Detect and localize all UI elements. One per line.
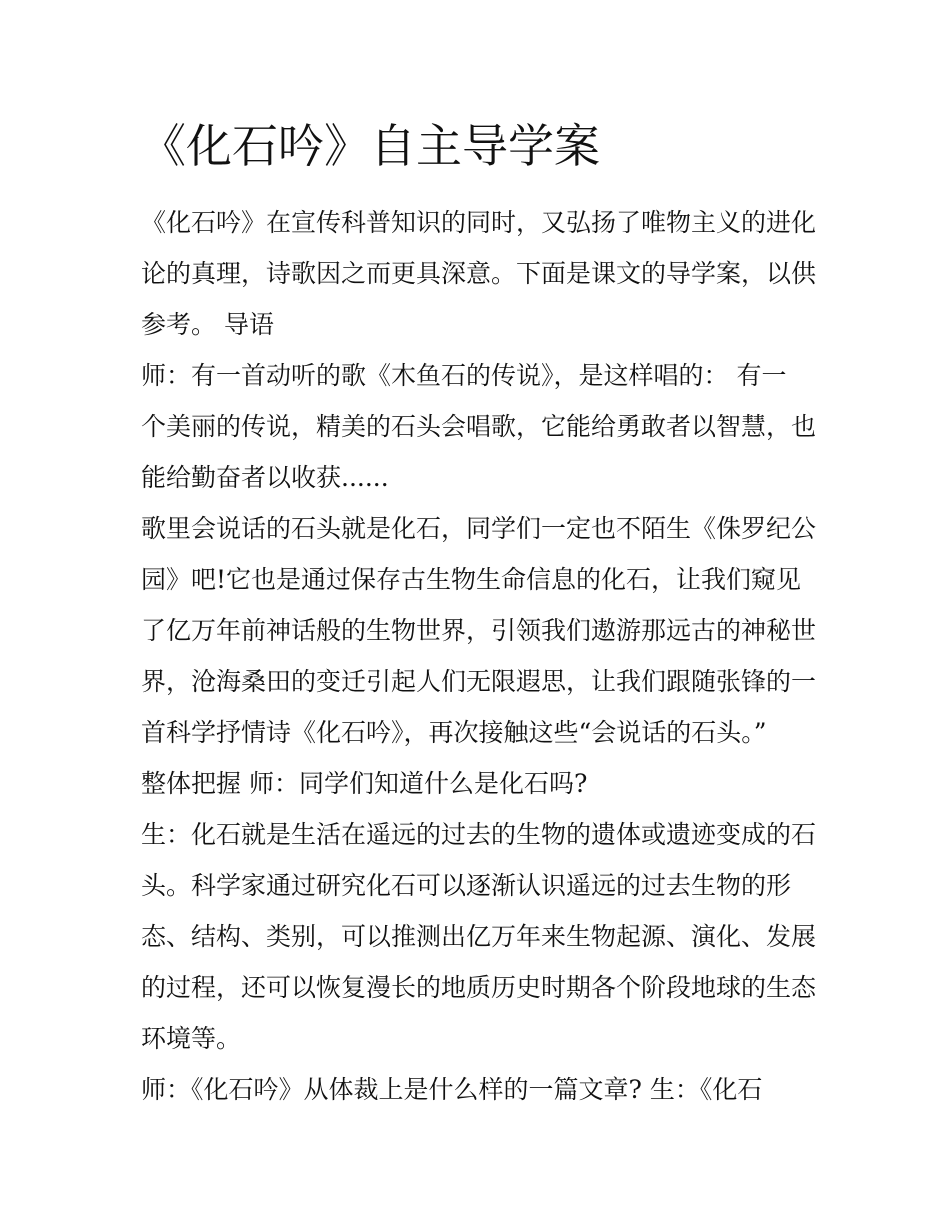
- text-line: 头。科学家通过研究化石可以逐渐认识遥远的过去生物的形: [141, 871, 792, 900]
- text-line: 环境等。: [141, 1024, 242, 1053]
- text-line: 参考。 导语: [141, 310, 274, 339]
- text-line: 界，沧海桑田的变迁引起人们无限遐思，让我们跟随张锋的一: [141, 667, 816, 696]
- text-line: 态、结构、类别，可以推测出亿万年来生物起源、演化、发展: [141, 922, 816, 951]
- text-line: 首科学抒情诗《化石吟》，再次接触这些“会说话的石头。”: [141, 718, 767, 747]
- text-line: 的过程，还可以恢复漫长的地质历史时期各个阶段地球的生态: [141, 973, 816, 1002]
- text-line: 师：有一首动听的歌《木鱼石的传说》，是这样唱的： 有一: [141, 361, 787, 390]
- text-line: 了亿万年前神话般的生物世界，引领我们遨游那远古的神秘世: [141, 616, 816, 645]
- text-line: 生：化石就是生活在遥远的过去的生物的遗体或遗迹变成的石: [141, 820, 816, 849]
- text-line: 个美丽的传说，精美的石头会唱歌，它能给勇敢者以智慧，也: [141, 412, 816, 441]
- text-line: 整体把握 师：同学们知道什么是化石吗?: [141, 769, 588, 798]
- text-line: 歌里会说话的石头就是化石，同学们一定也不陌生《侏罗纪公: [141, 514, 816, 543]
- document-body: [141, 197, 816, 1115]
- text-line: 师：《化石吟》从体裁上是什么样的一篇文章? 生：《化石: [141, 1075, 763, 1104]
- text-line: 能给勤奋者以收获......: [141, 463, 389, 492]
- document-title: 《化石吟》自主导学案: [140, 119, 600, 173]
- text-line: 论的真理，诗歌因之而更具深意。下面是课文的导学案，以供: [141, 259, 816, 288]
- text-line: 园》吧!它也是通过保存古生物生命信息的化石，让我们窥见: [141, 565, 802, 594]
- text-line: 《化石吟》在宣传科普知识的同时，又弘扬了唯物主义的进化: [141, 208, 816, 237]
